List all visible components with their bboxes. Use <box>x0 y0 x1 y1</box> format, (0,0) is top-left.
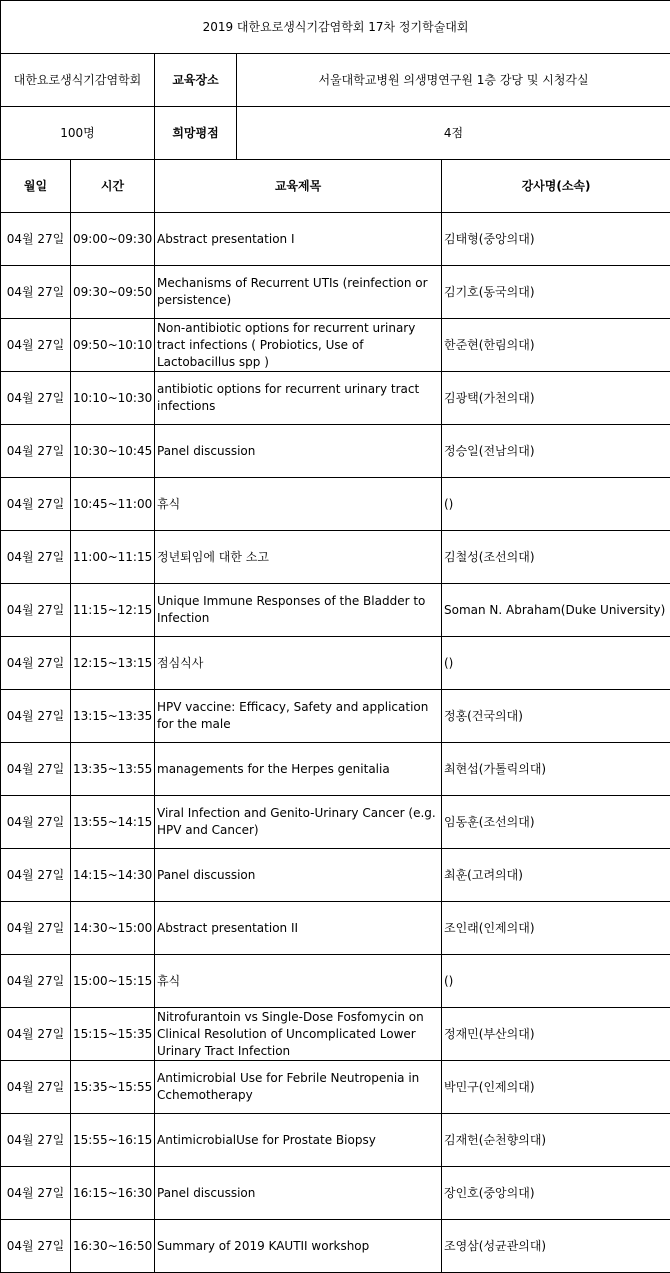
time-cell: 16:15~16:30 <box>71 1167 155 1220</box>
date-cell: 04월 27일 <box>1 478 71 531</box>
topic-cell: Summary of 2019 KAUTII workshop <box>155 1220 442 1273</box>
speaker-cell: 김태형(중앙의대) <box>442 213 670 266</box>
score-label: 희망평점 <box>155 107 237 160</box>
column-header-topic: 교육제목 <box>155 160 442 213</box>
table-row <box>1 955 670 1008</box>
time-cell: 14:30~15:00 <box>71 902 155 955</box>
date-cell: 04월 27일 <box>1 1061 71 1114</box>
date-cell: 04월 27일 <box>1 637 71 690</box>
time-cell: 13:55~14:15 <box>71 796 155 849</box>
time-cell: 10:45~11:00 <box>71 478 155 531</box>
table-row <box>1 1008 670 1061</box>
column-header-speaker: 강사명(소속) <box>442 160 670 213</box>
speaker-cell: 김기호(동국의대) <box>442 266 670 319</box>
topic-cell: managements for the Herpes genitalia <box>155 743 442 796</box>
speaker-cell: 정홍(건국의대) <box>442 690 670 743</box>
time-cell: 15:55~16:15 <box>71 1114 155 1167</box>
capacity: 100명 <box>1 107 155 160</box>
date-cell: 04월 27일 <box>1 955 71 1008</box>
table-row <box>1 902 670 955</box>
table-row <box>1 796 670 849</box>
date-cell: 04월 27일 <box>1 849 71 902</box>
table-row <box>1 1114 670 1167</box>
speaker-cell: 최현섭(가톨릭의대) <box>442 743 670 796</box>
capacity-row <box>1 107 670 160</box>
time-cell: 11:00~11:15 <box>71 531 155 584</box>
time-cell: 12:15~13:15 <box>71 637 155 690</box>
date-cell: 04월 27일 <box>1 319 71 372</box>
topic-cell: 정년퇴임에 대한 소고 <box>155 531 442 584</box>
title-row <box>1 1 670 54</box>
table-row <box>1 372 670 425</box>
event-title: 2019 대한요로생식기감염학회 17차 정기학술대회 <box>1 1 670 54</box>
date-cell: 04월 27일 <box>1 743 71 796</box>
date-cell: 04월 27일 <box>1 584 71 637</box>
time-cell: 16:30~16:50 <box>71 1220 155 1273</box>
speaker-cell: 정재민(부산의대) <box>442 1008 670 1061</box>
speaker-cell: 조인래(인제의대) <box>442 902 670 955</box>
table-row <box>1 478 670 531</box>
score: 4점 <box>237 107 670 160</box>
date-cell: 04월 27일 <box>1 266 71 319</box>
table-row <box>1 425 670 478</box>
topic-cell: Panel discussion <box>155 1167 442 1220</box>
topic-cell: Panel discussion <box>155 849 442 902</box>
table-row <box>1 584 670 637</box>
table-row <box>1 1061 670 1114</box>
topic-cell: Abstract presentation II <box>155 902 442 955</box>
venue-label: 교육장소 <box>155 54 237 107</box>
topic-cell: Non-antibiotic options for recurrent urinary tract infections ( Probiotics, Use of Lactobacillus spp ) <box>155 319 442 372</box>
time-cell: 09:00~09:30 <box>71 213 155 266</box>
date-cell: 04월 27일 <box>1 1008 71 1061</box>
topic-cell: 휴식 <box>155 478 442 531</box>
speaker-cell: 장인호(중앙의대) <box>442 1167 670 1220</box>
time-cell: 09:50~10:10 <box>71 319 155 372</box>
organizer: 대한요로생식기감염학회 <box>1 54 155 107</box>
table-row <box>1 319 670 372</box>
venue-row <box>1 54 670 107</box>
topic-cell: Mechanisms of Recurrent UTIs (reinfection or persistence) <box>155 266 442 319</box>
speaker-cell: 김광택(가천의대) <box>442 372 670 425</box>
time-cell: 13:15~13:35 <box>71 690 155 743</box>
table-row <box>1 690 670 743</box>
topic-cell: 점심식사 <box>155 637 442 690</box>
time-cell: 15:15~15:35 <box>71 1008 155 1061</box>
date-cell: 04월 27일 <box>1 425 71 478</box>
topic-cell: Unique Immune Responses of the Bladder to Infection <box>155 584 442 637</box>
speaker-cell: 김재헌(순천향의대) <box>442 1114 670 1167</box>
topic-cell: Nitrofurantoin vs Single-Dose Fosfomycin on Clinical Resolution of Uncomplicated Lower Urinary Tract Infection <box>155 1008 442 1061</box>
speaker-cell: 한준현(한림의대) <box>442 319 670 372</box>
topic-cell: HPV vaccine: Efficacy, Safety and application for the male <box>155 690 442 743</box>
time-cell: 10:30~10:45 <box>71 425 155 478</box>
column-header-date: 월일 <box>1 160 71 213</box>
date-cell: 04월 27일 <box>1 213 71 266</box>
speaker-cell: 정승일(전남의대) <box>442 425 670 478</box>
time-cell: 15:35~15:55 <box>71 1061 155 1114</box>
topic-cell: AntimicrobialUse for Prostate Biopsy <box>155 1114 442 1167</box>
table-row <box>1 213 670 266</box>
speaker-cell: 최훈(고려의대) <box>442 849 670 902</box>
table-row <box>1 849 670 902</box>
date-cell: 04월 27일 <box>1 796 71 849</box>
topic-cell: Viral Infection and Genito-Urinary Cancer (e.g. HPV and Cancer) <box>155 796 442 849</box>
date-cell: 04월 27일 <box>1 690 71 743</box>
speaker-cell: () <box>442 637 670 690</box>
date-cell: 04월 27일 <box>1 902 71 955</box>
time-cell: 15:00~15:15 <box>71 955 155 1008</box>
speaker-cell: 조영삼(성균관의대) <box>442 1220 670 1273</box>
speaker-cell: 박민구(인제의대) <box>442 1061 670 1114</box>
topic-cell: 휴식 <box>155 955 442 1008</box>
speaker-cell: Soman N. Abraham(Duke University) <box>442 584 670 637</box>
date-cell: 04월 27일 <box>1 531 71 584</box>
table-row <box>1 531 670 584</box>
time-cell: 09:30~09:50 <box>71 266 155 319</box>
speaker-cell: () <box>442 478 670 531</box>
date-cell: 04월 27일 <box>1 372 71 425</box>
date-cell: 04월 27일 <box>1 1220 71 1273</box>
table-row <box>1 743 670 796</box>
header-row <box>1 160 670 213</box>
time-cell: 10:10~10:30 <box>71 372 155 425</box>
time-cell: 14:15~14:30 <box>71 849 155 902</box>
table-row <box>1 266 670 319</box>
topic-cell: Panel discussion <box>155 425 442 478</box>
date-cell: 04월 27일 <box>1 1114 71 1167</box>
time-cell: 11:15~12:15 <box>71 584 155 637</box>
speaker-cell: () <box>442 955 670 1008</box>
table-row <box>1 637 670 690</box>
topic-cell: Antimicrobial Use for Febrile Neutropenia in Cchemotherapy <box>155 1061 442 1114</box>
topic-cell: Abstract presentation I <box>155 213 442 266</box>
date-cell: 04월 27일 <box>1 1167 71 1220</box>
table-row <box>1 1220 670 1273</box>
time-cell: 13:35~13:55 <box>71 743 155 796</box>
topic-cell: antibiotic options for recurrent urinary tract infections <box>155 372 442 425</box>
table-row <box>1 1167 670 1220</box>
venue: 서울대학교병원 의생명연구원 1층 강당 및 시청각실 <box>237 54 670 107</box>
speaker-cell: 김철성(조선의대) <box>442 531 670 584</box>
column-header-time: 시간 <box>71 160 155 213</box>
speaker-cell: 임동훈(조선의대) <box>442 796 670 849</box>
